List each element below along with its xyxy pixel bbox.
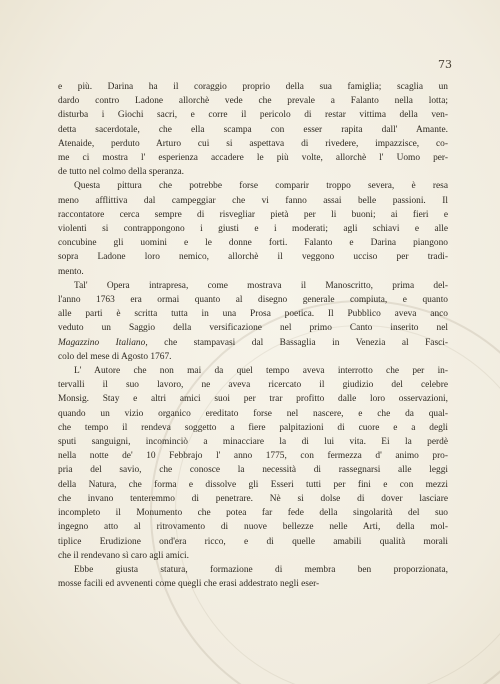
publication-title: Magazzino Italiano [58,337,146,348]
text-line: alle parti è scritta tutta in una Prosa poetica. Il Pubblico aveva anco [58,309,448,320]
text-line: Questa pittura che potrebbe forse comparir troppo severa, è resa [74,181,448,192]
text-line: disturba i Giochi sacri, e corre il pericolo di restar vittima della ven- [58,110,448,121]
text-line: me ci mostra l' esperienza accadere le più volte, allorchè l' Uomo per- [58,153,448,164]
text-line: pria del savio, che conosce la necessità di rassegnarsi alle leggi [58,465,448,476]
text-line: ingegno atto al ritrovamento di nuove bellezze nelle Arti, della mol- [58,522,448,533]
text-line: tervalli il suo lavoro, ne aveva ricercato il giudizio del celebre [58,380,448,391]
paragraph [58,80,448,179]
paragraph [58,563,448,591]
text-line: mosse facili ed avvenenti come quegli che erasi addestrato negli eser- [58,579,320,590]
text-line: de tutto nel colmo della speranza. [58,167,184,178]
paragraph [58,364,448,563]
text-line: Ebbe giusta statura, formazione di membra ben proporzionata, [74,564,448,575]
paragraph [58,279,448,364]
text-line: quando un vizio organico ereditato forse nel nascere, e che da qual- [58,408,448,419]
text-line: Magazzino Italiano, che stampavasi dal Bassaglia in Venezia al Fasci- [58,337,448,348]
text-line: tiplice Erudizione ond'era ricco, e di quelle amabili qualità morali [58,536,448,547]
paragraph [58,179,448,278]
body-text [58,80,448,591]
text-line: che tempo il rendeva soggetto a fiere palpitazioni di cuore e a degli [58,422,448,433]
text-line: e più. Darina ha il coraggio proprio della sua famiglia; scaglia un [58,82,448,92]
text-line: incompleto il Monumento che potea far fede della singolarità del suo [58,508,448,519]
text-line: sopra Ladone loro nemico, allorchè il veggono ucciso per tradi- [58,252,448,263]
text-line: mento. [58,266,84,277]
text-line: che il rendevano sì caro agli amici. [58,550,189,561]
text-line: L' Autore che non mai da quel tempo aveva interrotto che per in- [74,366,448,377]
text-line: veduto un Saggio della versificazione nel primo Canto inserito nel [58,323,448,334]
text-line: concubine gli uomini e le donne forti. Falanto e Darina piangono [58,238,448,249]
text-line: Atenaide, perduto Arturo cui si aspettava di rivedere, impazzisce, co- [58,138,448,149]
text-line: nella notte de' 10 Febbrajo l' anno 1775, con fermezza d' animo pro- [58,451,448,462]
text-line: della Natura, che forma e dissolve gli Esseri tutti per fini e con mezzi [58,479,448,490]
text-line: colo del mese di Agosto 1767. [58,351,172,362]
text-line: sputi sanguigni, incominciò a minacciare la di lui vita. Ei la perdè [58,437,448,448]
text-line: meno afflittiva dal campeggiar che vi fanno assai belle passioni. Il [58,195,448,206]
text-line: Tal' Opera intrapresa, come mostrava il Manoscritto, prima del- [74,280,448,291]
text-line: raccontatore cerca sempre di risvegliar pietà per li buoni; ai fieri e [58,209,448,220]
text-line: dardo contro Ladone allorchè vede che prevale a Falanto nella lotta; [58,96,448,107]
page-number: 73 [438,58,452,71]
text-line: detta sacerdotale, che ella scampa con esser rapita dall' Amante. [58,124,448,135]
text-line: Monsig. Stay e altri amici suoi per trar profitto dalle loro osservazioni, [58,394,448,405]
text-line: violenti si contrappongono i giusti e i moderati; agli schiavi e alle [58,224,448,235]
text-line: che invano tenteremmo di penetrare. Nè si dolse di dover lasciare [58,493,448,504]
text-line: l'anno 1763 era ormai quanto al disegno generale compiuta, e quanto [58,295,448,306]
